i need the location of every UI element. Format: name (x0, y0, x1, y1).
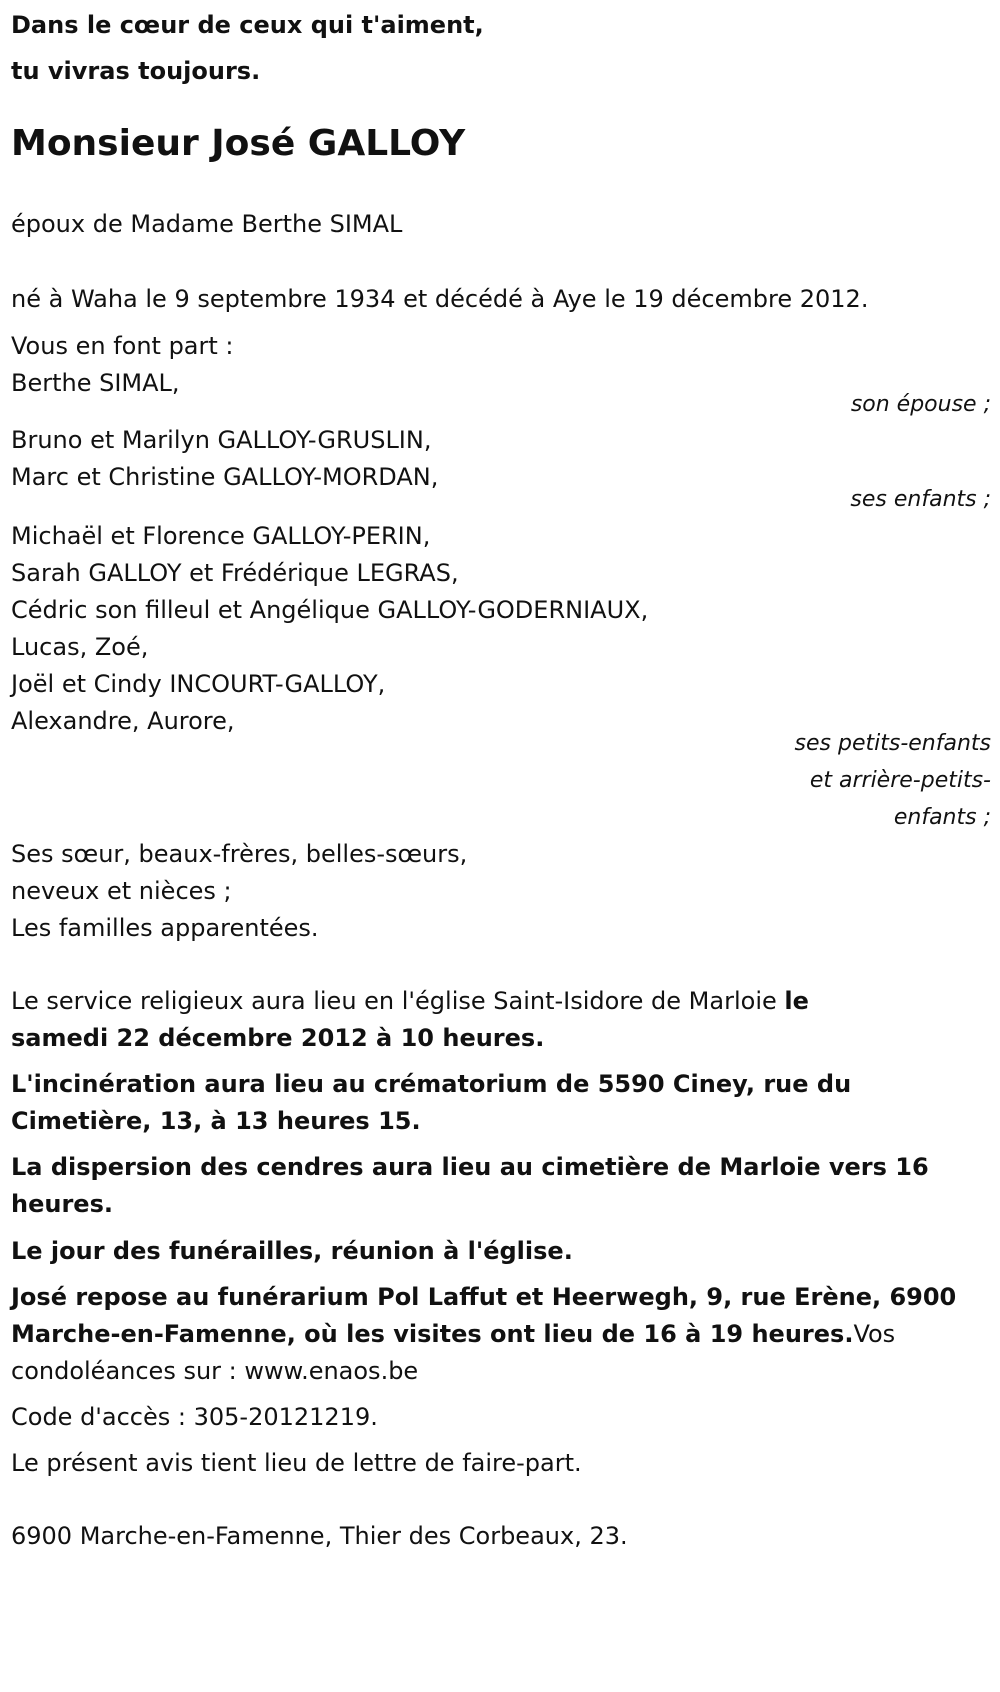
service-text: Le service religieux aura lieu en l'église Saint-Isidore de Marloie (11, 987, 777, 1015)
service-text-bold: le (784, 987, 809, 1015)
grandchild-name: Alexandre, Aurore, (11, 707, 235, 735)
repose-line-1: José repose au funérarium Pol Laffut et Heerwegh, 9, rue Erène, 6900 (11, 1283, 957, 1311)
repose-line-2 (11, 1319, 895, 1349)
child-name: Marc et Christine GALLOY-MORDAN, (11, 463, 439, 491)
spouse-line: époux de Madame Berthe SIMAL (11, 210, 403, 238)
dispersion-line-2: heures. (11, 1190, 113, 1218)
relatives-line: Les familles apparentées. (11, 914, 319, 942)
grandchild-name: Joël et Cindy INCOURT-GALLOY, (11, 670, 386, 698)
role-grandchildren-line-2: et arrière-petits- (809, 768, 991, 793)
role-grandchildren-line-3: enfants ; (893, 805, 991, 830)
epigraph-line-1: Dans le cœur de ceux qui t'aiment, (11, 11, 484, 39)
grandchild-name: Lucas, Zoé, (11, 633, 149, 661)
role-spouse: son épouse ; (850, 392, 991, 417)
access-code-line: Code d'accès : 305-20121219. (11, 1403, 378, 1431)
deceased-name: Monsieur José GALLOY (11, 123, 466, 164)
relatives-line: neveux et nièces ; (11, 877, 232, 905)
repose-text-bold: Marche-en-Famenne, où les visites ont lieu de 16 à 19 heures. (11, 1320, 854, 1348)
birth-death-line: né à Waha le 9 septembre 1934 et décédé à Aye le 19 décembre 2012. (11, 285, 869, 313)
spouse-name: Berthe SIMAL, (11, 369, 180, 397)
grandchild-name: Sarah GALLOY et Frédérique LEGRAS, (11, 559, 459, 587)
announcement-intro: Vous en font part : (11, 332, 234, 360)
reunion-line: Le jour des funérailles, réunion à l'église. (11, 1237, 573, 1265)
repose-text: Vos (853, 1320, 896, 1348)
grandchild-name: Cédric son filleul et Angélique GALLOY-GODERNIAUX, (11, 596, 649, 624)
role-children: ses enfants ; (850, 487, 991, 512)
condoleances-line: condoléances sur : www.enaos.be (11, 1357, 419, 1385)
service-date: samedi 22 décembre 2012 à 10 heures. (11, 1024, 545, 1052)
relatives-line: Ses sœur, beaux-frères, belles-sœurs, (11, 840, 468, 868)
service-line (11, 986, 809, 1016)
grandchild-name: Michaël et Florence GALLOY-PERIN, (11, 522, 431, 550)
dispersion-line-1: La dispersion des cendres aura lieu au cimetière de Marloie vers 16 (11, 1153, 929, 1181)
epigraph-line-2: tu vivras toujours. (11, 57, 261, 85)
incineration-line-1: L'incinération aura lieu au crématorium de 5590 Ciney, rue du (11, 1070, 852, 1098)
role-grandchildren-line-1: ses petits-enfants (794, 731, 991, 756)
notice-line: Le présent avis tient lieu de lettre de faire-part. (11, 1449, 582, 1477)
incineration-line-2: Cimetière, 13, à 13 heures 15. (11, 1107, 421, 1135)
address-line: 6900 Marche-en-Famenne, Thier des Corbeaux, 23. (11, 1522, 628, 1550)
child-name: Bruno et Marilyn GALLOY-GRUSLIN, (11, 426, 432, 454)
